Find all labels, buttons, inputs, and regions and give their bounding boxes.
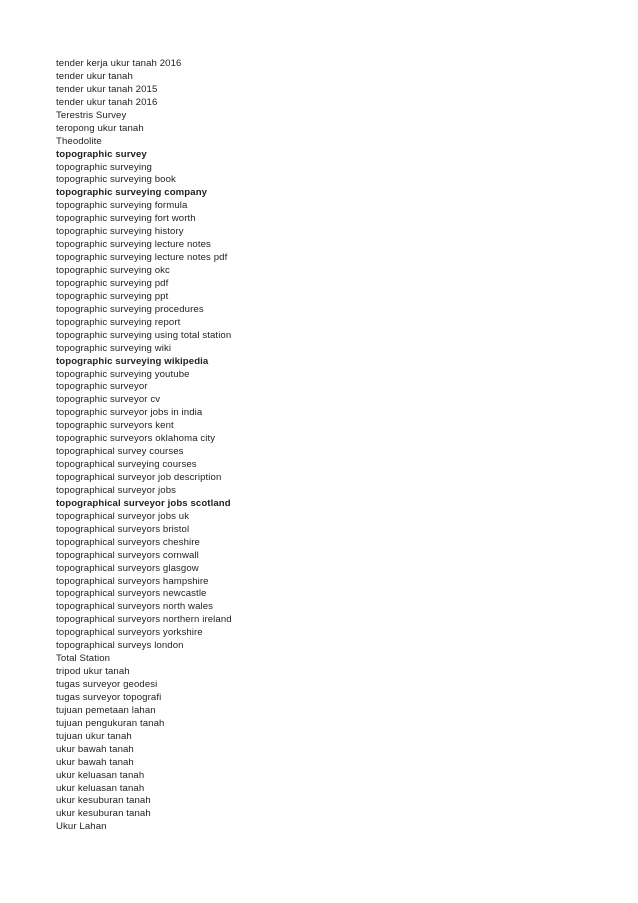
keyword-item: ukur bawah tanah xyxy=(56,743,134,755)
keyword-item: tender ukur tanah 2015 xyxy=(56,83,158,95)
keyword-item: topographic surveyor xyxy=(56,381,148,393)
keyword-item: topographic surveying history xyxy=(56,226,184,238)
keyword-item: topographic surveying company xyxy=(56,187,208,199)
keyword-item: topographical surveyors northern ireland xyxy=(56,614,232,626)
keyword-item: topographic surveyors oklahoma city xyxy=(56,433,216,445)
keyword-item: tender ukur tanah xyxy=(56,70,133,82)
keyword-list xyxy=(56,58,232,834)
keyword-item: tujuan pemetaan lahan xyxy=(56,704,156,716)
keyword-item: topographic surveying book xyxy=(56,174,176,186)
keyword-item: tugas surveyor geodesi xyxy=(56,679,158,690)
keyword-item: Total Station xyxy=(56,653,111,665)
keyword-item: topographic surveying fort worth xyxy=(56,213,196,225)
keyword-item: topographical surveys london xyxy=(56,640,184,652)
keyword-item: tripod ukur tanah xyxy=(56,666,130,678)
keyword-item: topographic surveying ppt xyxy=(56,290,169,302)
keyword-item: topographic surveying lecture notes xyxy=(56,239,211,251)
keyword-item: topographical surveyors newcastle xyxy=(56,588,207,600)
keyword-item: topographical surveyors glasgow xyxy=(56,562,199,574)
keyword-item: ukur kesuburan tanah xyxy=(56,795,151,807)
keyword-item: Ukur Lahan xyxy=(56,821,107,833)
keyword-item: tujuan ukur tanah xyxy=(56,730,132,742)
keyword-item: ukur kesuburan tanah xyxy=(56,808,151,820)
keyword-item: topographical surveyor job description xyxy=(56,472,222,483)
keyword-item: topographical surveyor jobs scotland xyxy=(56,497,231,509)
keyword-item: topographic surveying formula xyxy=(56,200,188,212)
keyword-item: topographic surveying okc xyxy=(56,265,170,276)
keyword-item: ukur bawah tanah xyxy=(56,756,134,768)
keyword-item: topographical surveyor jobs xyxy=(56,484,177,496)
keyword-item: topographical surveyors yorkshire xyxy=(56,627,203,639)
keyword-item: topographic surveying pdf xyxy=(56,277,169,289)
keyword-item: topographic surveying procedures xyxy=(56,303,204,315)
keyword-item: topographic surveyor jobs in india xyxy=(56,407,203,419)
keyword-item: tugas surveyor topografi xyxy=(56,691,162,703)
keyword-item: tender kerja ukur tanah 2016 xyxy=(56,58,182,69)
keyword-item: topographic surveying lecture notes pdf xyxy=(56,252,228,264)
keyword-item: teropong ukur tanah xyxy=(56,122,144,134)
keyword-item: topographic surveying youtube xyxy=(56,368,190,380)
keyword-item: tujuan pengukuran tanah xyxy=(56,717,165,729)
keyword-item: topographical surveyors hampshire xyxy=(56,575,209,587)
keyword-item: Terestris Survey xyxy=(56,109,127,121)
keyword-item: ukur keluasan tanah xyxy=(56,782,145,794)
keyword-item: topographic surveyor cv xyxy=(56,394,161,406)
keyword-item: topographic surveyors kent xyxy=(56,420,174,432)
keyword-item: topographical surveying courses xyxy=(56,459,197,471)
keyword-item: topographic surveying xyxy=(56,161,152,173)
keyword-item: ukur keluasan tanah xyxy=(56,769,145,781)
keyword-item: topographic surveying report xyxy=(56,316,181,328)
keyword-item: topographic survey xyxy=(56,148,147,160)
keyword-item: topographical surveyor jobs uk xyxy=(56,510,190,522)
keyword-item: topographic surveying wikipedia xyxy=(56,355,209,367)
keyword-item: tender ukur tanah 2016 xyxy=(56,96,158,108)
keyword-item: topographic surveying using total station xyxy=(56,329,232,341)
keyword-item: Theodolite xyxy=(56,135,102,147)
keyword-item: topographical surveyors bristol xyxy=(56,523,190,535)
keyword-item: topographical surveyors cornwall xyxy=(56,549,199,561)
keyword-item: topographic surveying wiki xyxy=(56,342,172,354)
keyword-item: topographical surveyors cheshire xyxy=(56,536,200,548)
keyword-item: topographical survey courses xyxy=(56,446,184,458)
keyword-item: topographical surveyors north wales xyxy=(56,601,214,613)
